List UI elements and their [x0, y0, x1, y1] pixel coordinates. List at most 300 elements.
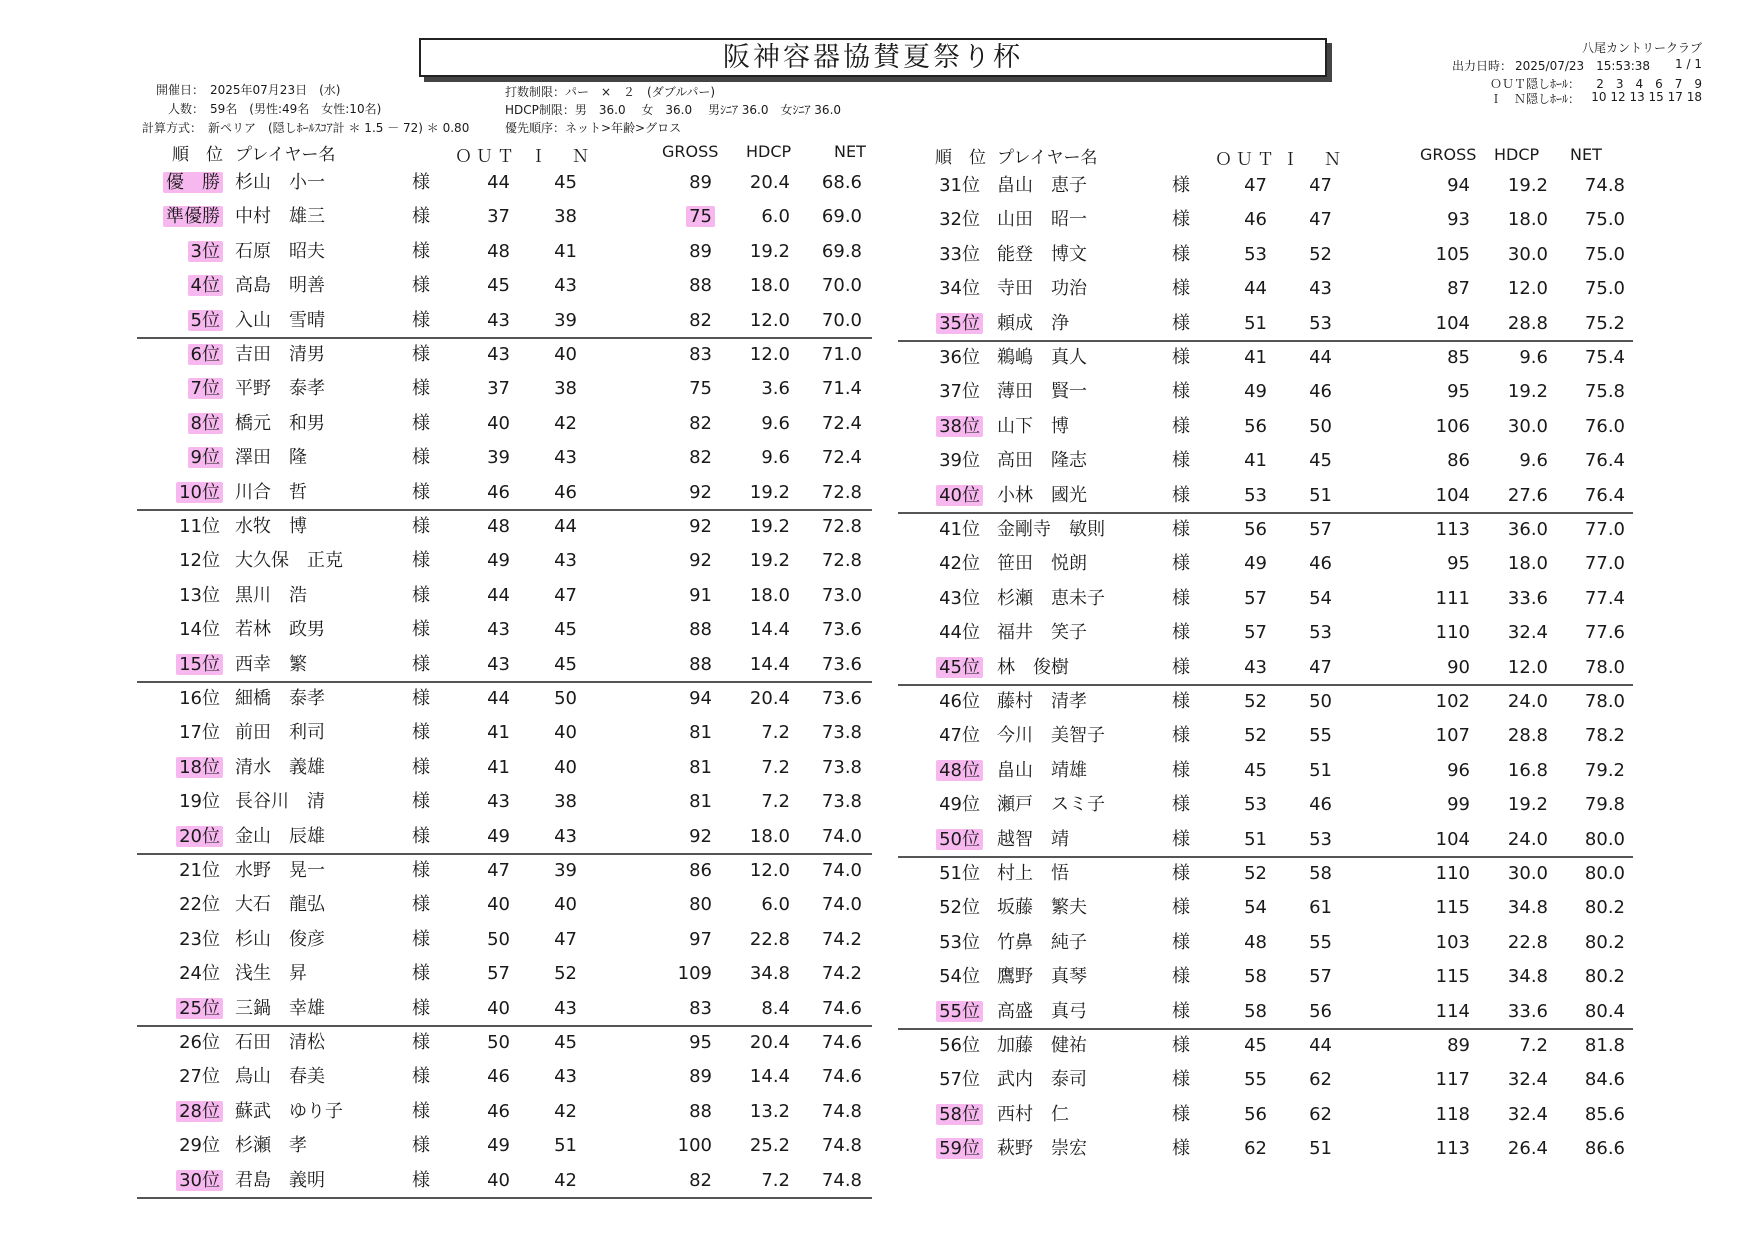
rank-cell: [905, 788, 980, 822]
table-row: [0, 582, 1754, 616]
hdcp-value: 26.4: [1507, 1138, 1548, 1160]
in-score: 50: [1309, 691, 1332, 712]
in-score: 41: [554, 240, 577, 262]
rank-cell: [905, 341, 980, 375]
honorific: 様: [412, 825, 430, 847]
club-name: 八尾カントリークラブ: [1581, 41, 1702, 55]
out-score: 40: [487, 997, 510, 1019]
gross-score: 89: [689, 172, 712, 193]
net-score: 70.0: [821, 275, 862, 297]
out-score: 58: [1244, 966, 1267, 988]
gross-score: 105: [1435, 243, 1470, 265]
net-score: 74.2: [821, 963, 862, 985]
rank-cell: [150, 1164, 220, 1198]
in-score: 44: [554, 516, 577, 537]
hdcp-value: 20.4: [749, 172, 790, 193]
rank-label: 8位: [188, 413, 223, 434]
honorific: 様: [1172, 484, 1190, 506]
out-score: 47: [1244, 175, 1267, 196]
player-name: 能登 博文: [997, 243, 1087, 265]
in-score: 40: [554, 722, 577, 744]
hdcp-value: 34.8: [749, 963, 790, 985]
rank-label: 39位: [939, 450, 980, 472]
col-out-header: ＯＵＴ: [455, 147, 518, 167]
honorific: 様: [1172, 519, 1190, 540]
honorific: 様: [412, 240, 430, 262]
out-score: 43: [487, 619, 510, 641]
honorific: 様: [1172, 243, 1190, 265]
in-score: 50: [554, 688, 577, 709]
net-score: 76.0: [1584, 415, 1625, 437]
gross-score: 81: [689, 756, 712, 778]
honorific: 様: [1172, 312, 1190, 334]
gross-cell: [1410, 307, 1470, 341]
honorific: 様: [412, 309, 430, 331]
out-score: 56: [1244, 1103, 1267, 1125]
gross-score: 113: [1435, 1138, 1470, 1160]
out-score: 57: [1244, 587, 1267, 609]
rank-label: 57位: [939, 1069, 980, 1091]
in-hidden-label: Ｉ Ｎ隠しﾎｰﾙ：: [1490, 92, 1581, 106]
rank-cell: [905, 960, 980, 994]
gross-cell: [1410, 1132, 1470, 1166]
honorific: 様: [412, 1100, 430, 1122]
player-name: 水野 晃一: [235, 860, 325, 881]
rank-label: 20位: [176, 826, 223, 847]
hdcp-value: 9.6: [761, 447, 790, 469]
in-score: 45: [554, 172, 577, 193]
net-score: 74.8: [821, 1135, 862, 1157]
rank-label: 30位: [176, 1170, 223, 1191]
in-score: 42: [554, 1100, 577, 1122]
player-name: 鵜嶋 真人: [997, 347, 1087, 368]
gross-cell: [1410, 582, 1470, 616]
hdcp-value: 19.2: [1507, 794, 1548, 816]
net-score: 73.8: [821, 756, 862, 778]
out-score: 49: [487, 550, 510, 572]
out-score: 49: [1244, 381, 1267, 403]
hdcp-value: 19.2: [749, 481, 790, 503]
hdcp-value: 36.0: [1507, 519, 1548, 540]
net-score: 78.0: [1584, 691, 1625, 712]
gross-score: 88: [689, 275, 712, 297]
player-name: 杉山 俊彦: [235, 928, 325, 950]
table-row: [0, 1132, 1754, 1166]
rank-label: 54位: [939, 966, 980, 988]
in-score: 45: [1309, 450, 1332, 472]
hdcp-value: 6.0: [761, 206, 790, 228]
in-score: 38: [554, 378, 577, 400]
player-name: 西村 仁: [997, 1103, 1069, 1125]
gross-score: 87: [1447, 278, 1470, 300]
in-score: 53: [1309, 828, 1332, 850]
gross-cell: [1410, 926, 1470, 960]
in-score: 53: [1309, 622, 1332, 644]
net-score: 74.8: [821, 1100, 862, 1122]
hdcp-limit: HDCP制限：男 36.0 女 36.0 男ｼﾆｱ 36.0 女ｼﾆｱ 36.0: [505, 103, 842, 117]
event-date: 開催日： 2025年07月23日 (水): [156, 83, 341, 97]
in-score: 47: [1309, 175, 1332, 196]
gross-score: 102: [1435, 691, 1470, 712]
player-name: 橋元 和男: [235, 412, 325, 434]
hdcp-value: 12.0: [749, 309, 790, 331]
gross-score: 104: [1435, 484, 1470, 506]
in-score: 40: [554, 894, 577, 916]
gross-score: 94: [1447, 175, 1470, 196]
rank-cell: [905, 995, 980, 1029]
in-score: 46: [1309, 381, 1332, 403]
net-score: 77.6: [1584, 622, 1625, 644]
gross-cell: [1410, 238, 1470, 272]
table-row: [0, 1098, 1754, 1132]
net-score: 76.4: [1584, 450, 1625, 472]
player-name: 入山 雪晴: [235, 309, 325, 331]
out-score: 56: [1244, 519, 1267, 540]
net-score: 80.2: [1584, 931, 1625, 953]
in-score: 45: [554, 1032, 577, 1053]
honorific: 様: [412, 756, 430, 778]
honorific: 様: [1172, 794, 1190, 816]
hdcp-value: 20.4: [749, 688, 790, 709]
in-score: 51: [1309, 759, 1332, 781]
out-score: 58: [1244, 1000, 1267, 1022]
out-score: 51: [1244, 312, 1267, 334]
out-score: 41: [487, 756, 510, 778]
gross-score: 95: [1447, 381, 1470, 403]
table-row: [0, 1164, 1754, 1198]
in-score: 38: [554, 206, 577, 228]
rank-label: 27位: [179, 1066, 220, 1088]
col-gross-header: GROSS: [662, 142, 719, 161]
honorific: 様: [412, 481, 430, 503]
gross-score: 75: [686, 206, 715, 227]
out-score: 43: [487, 309, 510, 331]
player-name: 越智 靖: [997, 828, 1069, 850]
in-score: 44: [1309, 347, 1332, 368]
player-name: 林 俊樹: [997, 656, 1069, 678]
hdcp-value: 19.2: [749, 550, 790, 572]
player-name: 石田 清松: [235, 1032, 325, 1053]
out-score: 50: [487, 1032, 510, 1053]
hdcp-value: 9.6: [1519, 450, 1548, 472]
out-score: 41: [1244, 347, 1267, 368]
hdcp-value: 18.0: [1507, 209, 1548, 231]
rank-label: 49位: [939, 794, 980, 816]
in-score: 47: [554, 584, 577, 606]
net-score: 73.8: [821, 722, 862, 744]
in-score: 40: [554, 756, 577, 778]
col-rank-header: 順 位: [935, 148, 986, 168]
table-row: [0, 547, 1754, 581]
hdcp-value: 24.0: [1507, 828, 1548, 850]
out-score: 40: [487, 894, 510, 916]
honorific: 様: [412, 516, 430, 537]
gross-cell: [1410, 719, 1470, 753]
rank-cell: [905, 375, 980, 409]
honorific: 様: [1172, 381, 1190, 403]
gross-cell: [1410, 169, 1470, 203]
hdcp-value: 7.2: [761, 722, 790, 744]
gross-cell: [1410, 960, 1470, 994]
out-score: 49: [487, 1135, 510, 1157]
rank-cell: [905, 307, 980, 341]
in-hidden-holes: 10 12 13 15 17 18: [1591, 90, 1702, 104]
net-score: 80.0: [1584, 828, 1625, 850]
table-row: [0, 238, 1754, 272]
col-hdcp-header: HDCP: [1494, 145, 1540, 164]
gross-cell: [1410, 823, 1470, 857]
gross-score: 117: [1435, 1069, 1470, 1091]
honorific: 様: [412, 963, 430, 985]
net-score: 85.6: [1584, 1103, 1625, 1125]
player-name: 中村 雄三: [235, 206, 325, 228]
net-score: 74.0: [821, 825, 862, 847]
player-name: 君島 義明: [235, 1169, 325, 1191]
out-hidden-holes: 2 3 4 6 7 9: [1596, 77, 1702, 91]
player-name: 加藤 健祐: [997, 1035, 1087, 1056]
rank-label: 4位: [188, 275, 223, 296]
gross-cell: [1410, 410, 1470, 444]
table-row: [0, 788, 1754, 822]
hdcp-value: 7.2: [761, 756, 790, 778]
rank-label: 52位: [939, 897, 980, 919]
honorific: 様: [412, 722, 430, 744]
rank-cell: [905, 685, 980, 719]
in-score: 46: [554, 481, 577, 503]
gross-score: 95: [1447, 553, 1470, 575]
out-score: 53: [1244, 794, 1267, 816]
rank-label: 51位: [939, 863, 980, 884]
honorific: 様: [412, 412, 430, 434]
priority-order: 優先順序：ネット>年齢>グロス: [505, 121, 682, 135]
honorific: 様: [412, 584, 430, 606]
net-score: 73.6: [821, 688, 862, 709]
gross-score: 81: [689, 722, 712, 744]
rank-label: 優 勝: [163, 172, 223, 193]
in-score: 46: [1309, 553, 1332, 575]
out-score: 45: [1244, 759, 1267, 781]
honorific: 様: [412, 447, 430, 469]
player-name: 若林 政男: [235, 619, 325, 641]
gross-cell: [1410, 1063, 1470, 1097]
gross-cell: [1410, 685, 1470, 719]
honorific: 様: [1172, 450, 1190, 472]
rank-label: 47位: [939, 725, 980, 747]
table-row: [0, 307, 1754, 341]
net-score: 79.2: [1584, 759, 1625, 781]
gross-score: 85: [1447, 347, 1470, 368]
net-score: 72.8: [821, 550, 862, 572]
hdcp-value: 12.0: [1507, 278, 1548, 300]
rank-label: 41位: [939, 519, 980, 540]
rank-label: 42位: [939, 553, 980, 575]
honorific: 様: [412, 894, 430, 916]
honorific: 様: [412, 1169, 430, 1191]
honorific: 様: [1172, 691, 1190, 712]
group-divider: [137, 1197, 872, 1199]
net-score: 74.8: [821, 1169, 862, 1191]
out-score: 48: [1244, 931, 1267, 953]
gross-score: 95: [689, 1032, 712, 1053]
honorific: 様: [1172, 1000, 1190, 1022]
rank-cell: [905, 1098, 980, 1132]
rank-cell: [905, 238, 980, 272]
out-score: 51: [1244, 828, 1267, 850]
rank-label: 6位: [188, 344, 223, 365]
hdcp-value: 7.2: [761, 791, 790, 813]
honorific: 様: [1172, 828, 1190, 850]
out-hidden-label: ＯＵＴ隠しﾎｰﾙ：: [1490, 77, 1581, 91]
table-row: [0, 1063, 1754, 1097]
out-score: 39: [487, 447, 510, 469]
rank-label: 3位: [188, 241, 223, 262]
player-name: 高盛 真弓: [997, 1000, 1087, 1022]
col-player-header: プレイヤー名: [235, 145, 336, 165]
participant-count: 人数： 59名 (男性:49名 女性:10名): [168, 102, 382, 116]
out-score: 62: [1244, 1138, 1267, 1160]
player-name: 三鍋 幸雄: [235, 997, 325, 1019]
table-row: [0, 203, 1754, 237]
page-title: 阪神容器協賛夏祭り杯: [419, 38, 1327, 77]
net-score: 80.2: [1584, 966, 1625, 988]
in-score: 40: [554, 344, 577, 365]
hdcp-value: 34.8: [1507, 897, 1548, 919]
net-score: 73.8: [821, 791, 862, 813]
in-score: 39: [554, 860, 577, 881]
gross-score: 110: [1435, 622, 1470, 644]
hdcp-value: 12.0: [1507, 656, 1548, 678]
out-score: 50: [487, 928, 510, 950]
out-score: 49: [1244, 553, 1267, 575]
page-number: 1 / 1: [1675, 57, 1702, 71]
rank-label: 22位: [179, 894, 220, 916]
gross-score: 118: [1435, 1103, 1470, 1125]
in-score: 52: [554, 963, 577, 985]
rank-label: 24位: [179, 963, 220, 985]
rank-label: 50位: [936, 829, 983, 850]
hdcp-value: 9.6: [761, 412, 790, 434]
player-name: 細橋 泰孝: [235, 688, 325, 709]
rank-label: 35位: [936, 313, 983, 334]
gross-cell: [1410, 341, 1470, 375]
rank-label: 31位: [939, 175, 980, 196]
in-score: 43: [554, 447, 577, 469]
out-score: 43: [487, 791, 510, 813]
out-score: 43: [1244, 656, 1267, 678]
rank-label: 17位: [179, 722, 220, 744]
hdcp-value: 7.2: [761, 1169, 790, 1191]
rank-label: 準優勝: [163, 206, 223, 227]
hdcp-value: 30.0: [1507, 415, 1548, 437]
in-score: 47: [1309, 656, 1332, 678]
net-score: 74.6: [821, 1032, 862, 1053]
table-row: [0, 891, 1754, 925]
rank-label: 58位: [936, 1104, 983, 1125]
table-row: [0, 823, 1754, 857]
hdcp-value: 14.4: [749, 653, 790, 675]
rank-label: 45位: [936, 657, 983, 678]
player-name: 今川 美智子: [997, 725, 1105, 747]
player-name: 竹鼻 純子: [997, 931, 1087, 953]
hdcp-value: 13.2: [749, 1100, 790, 1122]
in-score: 51: [1309, 484, 1332, 506]
hdcp-value: 34.8: [1507, 966, 1548, 988]
hdcp-value: 28.8: [1507, 312, 1548, 334]
player-name: 前田 利司: [235, 722, 325, 744]
net-score: 79.8: [1584, 794, 1625, 816]
rank-label: 14位: [179, 619, 220, 641]
rank-cell: [905, 1029, 980, 1063]
rank-label: 11位: [179, 516, 220, 537]
honorific: 様: [1172, 1035, 1190, 1056]
player-name: 山下 博: [997, 415, 1069, 437]
in-score: 42: [554, 412, 577, 434]
rank-label: 26位: [179, 1032, 220, 1053]
gross-score: 114: [1435, 1000, 1470, 1022]
table-row: [0, 1029, 1754, 1063]
net-score: 69.0: [821, 206, 862, 228]
rank-cell: [905, 616, 980, 650]
player-name: 村上 悟: [997, 863, 1069, 884]
net-score: 74.8: [1584, 175, 1625, 196]
rank-label: 44位: [939, 622, 980, 644]
rank-label: 37位: [939, 381, 980, 403]
col-net-header: NET: [834, 142, 866, 161]
net-score: 70.0: [821, 309, 862, 331]
gross-cell: [650, 1164, 712, 1198]
net-score: 84.6: [1584, 1069, 1625, 1091]
player-name: 畠山 靖雄: [997, 759, 1087, 781]
in-score: 55: [1309, 725, 1332, 747]
hdcp-value: 33.6: [1507, 587, 1548, 609]
player-name: 石原 昭夫: [235, 240, 325, 262]
output-datetime: 2025/07/23 15:53:38: [1515, 59, 1651, 73]
in-score: 43: [1309, 278, 1332, 300]
hdcp-value: 33.6: [1507, 1000, 1548, 1022]
gross-cell: [1410, 857, 1470, 891]
table-row: [0, 616, 1754, 650]
player-name: 畠山 恵子: [997, 175, 1087, 196]
rank-cell: [905, 203, 980, 237]
net-score: 76.4: [1584, 484, 1625, 506]
out-score: 54: [1244, 897, 1267, 919]
gross-score: 115: [1435, 966, 1470, 988]
rank-label: 38位: [936, 416, 983, 437]
col-rank-header: 順 位: [172, 145, 223, 165]
gross-cell: [1410, 203, 1470, 237]
table-row: [0, 341, 1754, 375]
honorific: 様: [412, 378, 430, 400]
rank-label: 46位: [939, 691, 980, 712]
player-name: 川合 哲: [235, 481, 307, 503]
in-score: 61: [1309, 897, 1332, 919]
rank-label: 10位: [176, 482, 223, 503]
net-score: 86.6: [1584, 1138, 1625, 1160]
out-score: 56: [1244, 415, 1267, 437]
net-score: 75.0: [1584, 278, 1625, 300]
rank-label: 5位: [188, 310, 223, 331]
out-score: 41: [487, 722, 510, 744]
net-score: 74.6: [821, 1066, 862, 1088]
rank-label: 32位: [939, 209, 980, 231]
gross-cell: [1410, 513, 1470, 547]
hdcp-value: 19.2: [1507, 381, 1548, 403]
out-score: 44: [487, 584, 510, 606]
gross-cell: [1410, 444, 1470, 478]
in-score: 43: [554, 1066, 577, 1088]
in-score: 54: [1309, 587, 1332, 609]
in-score: 51: [554, 1135, 577, 1157]
